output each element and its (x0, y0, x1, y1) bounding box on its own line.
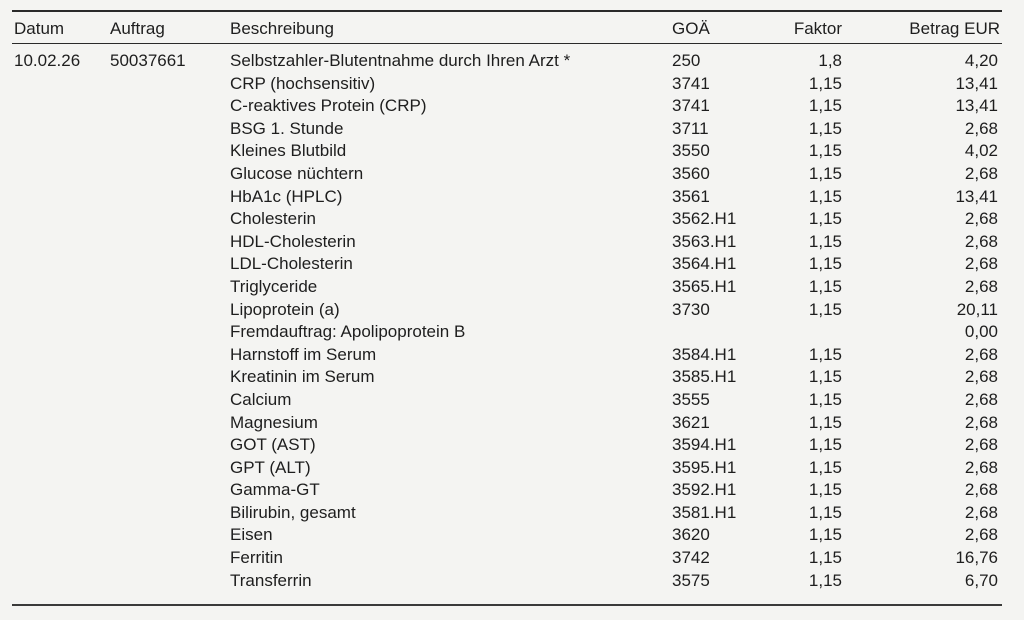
cell-beschreibung: Eisen (230, 525, 273, 545)
cell-goae: 3730 (672, 299, 710, 319)
cell-goae: 3562.H1 (672, 209, 737, 229)
header-auftrag: Auftrag (110, 19, 165, 38)
cell-faktor: 1,15 (808, 141, 842, 161)
table-row (12, 321, 1002, 344)
table-row (12, 208, 1002, 231)
cell-beschreibung: Magnesium (230, 412, 318, 432)
cell-faktor: 1,15 (808, 73, 842, 93)
cell-beschreibung: Calcium (230, 389, 292, 409)
cell-beschreibung: LDL-Cholesterin (230, 254, 353, 274)
cell-betrag: 2,68 (964, 344, 998, 364)
table-row (12, 140, 1002, 163)
table-row (12, 186, 1002, 209)
table-row (12, 412, 1002, 435)
header-goae: GOÄ (672, 19, 710, 38)
cell-betrag: 2,68 (964, 254, 998, 274)
cell-faktor: 1,15 (808, 389, 842, 409)
cell-faktor: 1,15 (808, 525, 842, 545)
cell-betrag: 0,00 (964, 322, 998, 342)
cell-faktor: 1,15 (808, 276, 842, 296)
cell-betrag: 13,41 (955, 96, 998, 116)
table-row (12, 434, 1002, 457)
cell-betrag: 4,02 (964, 141, 998, 161)
cell-faktor: 1,15 (808, 344, 842, 364)
table-row (12, 95, 1002, 118)
cell-betrag: 4,20 (964, 51, 998, 70)
invoice-table (12, 6, 1002, 610)
cell-goae: 3741 (672, 73, 710, 93)
table-row (12, 479, 1002, 502)
cell-betrag: 2,68 (964, 480, 998, 500)
header-betrag: Betrag EUR (909, 19, 1000, 38)
cell-betrag: 2,68 (964, 435, 998, 455)
table-row (12, 344, 1002, 367)
cell-betrag: 2,68 (964, 525, 998, 545)
cell-betrag: 20,11 (956, 299, 998, 319)
cell-beschreibung: BSG 1. Stunde (230, 118, 344, 138)
cell-beschreibung: Triglyceride (230, 276, 318, 296)
cell-goae: 3565.H1 (672, 276, 737, 296)
table-row (12, 547, 1002, 570)
cell-beschreibung: HDL-Cholesterin (230, 231, 356, 251)
cell-beschreibung: Fremdauftrag: Apolipoprotein B (230, 322, 466, 342)
cell-goae: 250 (672, 51, 701, 70)
cell-goae: 3560 (672, 163, 710, 183)
cell-beschreibung: Harnstoff im Serum (230, 344, 377, 364)
cell-auftrag: 50037661 (110, 51, 186, 70)
cell-betrag: 2,68 (964, 502, 998, 522)
cell-goae: 3564.H1 (672, 254, 737, 274)
table-row (12, 502, 1002, 525)
table-row (12, 276, 1002, 299)
cell-beschreibung: Bilirubin, gesamt (230, 502, 356, 522)
cell-faktor: 1,15 (808, 118, 842, 138)
cell-faktor: 1,15 (808, 96, 842, 116)
table-body (12, 50, 1002, 592)
cell-goae: 3581.H1 (672, 502, 737, 522)
header-faktor: Faktor (793, 19, 842, 38)
cell-faktor: 1,15 (808, 231, 842, 251)
cell-betrag: 16,76 (955, 548, 998, 568)
table-row (12, 570, 1002, 593)
header-beschreibung: Beschreibung (230, 19, 334, 38)
cell-goae: 3621 (672, 412, 710, 432)
table-row (12, 524, 1002, 547)
table-row (12, 253, 1002, 276)
top-rule (12, 10, 1002, 12)
cell-goae: 3741 (672, 96, 710, 116)
cell-goae: 3561 (672, 186, 710, 206)
cell-betrag: 2,68 (964, 276, 998, 296)
cell-goae: 3550 (672, 141, 710, 161)
cell-goae: 3563.H1 (672, 231, 737, 251)
cell-betrag: 2,68 (964, 118, 998, 138)
cell-goae: 3620 (672, 525, 710, 545)
cell-faktor: 1,15 (808, 502, 842, 522)
cell-beschreibung: Lipoprotein (a) (230, 299, 340, 319)
cell-faktor: 1,15 (808, 480, 842, 500)
cell-faktor: 1,15 (808, 186, 842, 206)
cell-betrag: 13,41 (955, 186, 998, 206)
cell-goae: 3595.H1 (672, 457, 737, 477)
cell-betrag: 13,41 (955, 73, 998, 93)
cell-faktor: 1,15 (808, 367, 842, 387)
cell-faktor: 1,15 (808, 163, 842, 183)
bottom-rule (12, 604, 1002, 606)
cell-beschreibung: GOT (AST) (230, 435, 316, 455)
cell-faktor: 1,15 (808, 548, 842, 568)
table-row (12, 50, 1002, 73)
cell-faktor: 1,15 (808, 435, 842, 455)
cell-beschreibung: Ferritin (230, 548, 283, 568)
table-header (12, 16, 1002, 42)
cell-goae: 3575 (672, 570, 710, 590)
cell-betrag: 2,68 (964, 412, 998, 432)
cell-beschreibung: Kreatinin im Serum (230, 367, 375, 387)
cell-beschreibung: Gamma-GT (230, 480, 320, 500)
cell-faktor: 1,15 (808, 570, 842, 590)
cell-goae: 3592.H1 (672, 480, 737, 500)
cell-faktor: 1,15 (808, 209, 842, 229)
table-row (12, 389, 1002, 412)
cell-betrag: 2,68 (964, 209, 998, 229)
cell-faktor: 1,15 (808, 412, 842, 432)
cell-betrag: 2,68 (964, 457, 998, 477)
cell-beschreibung: Selbstzahler-Blutentnahme durch Ihren Arzt * (230, 51, 571, 70)
cell-faktor: 1,15 (808, 299, 842, 319)
cell-beschreibung: Glucose nüchtern (230, 163, 364, 183)
table-row (12, 366, 1002, 389)
cell-datum: 10.02.26 (14, 51, 81, 70)
table-row (12, 457, 1002, 480)
cell-beschreibung: Transferrin (230, 570, 312, 590)
table-row (12, 231, 1002, 254)
cell-betrag: 2,68 (964, 163, 998, 183)
cell-beschreibung: Cholesterin (230, 209, 316, 229)
cell-beschreibung: HbA1c (HPLC) (230, 186, 343, 206)
header-rule (12, 43, 1002, 44)
cell-goae: 3742 (672, 548, 710, 568)
cell-betrag: 2,68 (964, 389, 998, 409)
cell-beschreibung: GPT (ALT) (230, 457, 311, 477)
header-datum: Datum (14, 19, 65, 38)
cell-betrag: 2,68 (964, 231, 998, 251)
cell-faktor: 1,15 (808, 457, 842, 477)
cell-goae: 3585.H1 (672, 367, 737, 387)
cell-faktor: 1,8 (818, 51, 842, 70)
cell-beschreibung: CRP (hochsensitiv) (230, 73, 376, 93)
cell-betrag: 6,70 (964, 570, 998, 590)
cell-faktor: 1,15 (808, 254, 842, 274)
cell-betrag: 2,68 (964, 367, 998, 387)
table-row (12, 299, 1002, 322)
cell-goae: 3555 (672, 389, 710, 409)
cell-beschreibung: Kleines Blutbild (230, 141, 347, 161)
table-row (12, 73, 1002, 96)
cell-goae: 3584.H1 (672, 344, 737, 364)
cell-goae: 3711 (672, 118, 709, 138)
table-row (12, 118, 1002, 141)
table-row (12, 163, 1002, 186)
cell-goae: 3594.H1 (672, 435, 737, 455)
cell-beschreibung: C-reaktives Protein (CRP) (230, 96, 427, 116)
